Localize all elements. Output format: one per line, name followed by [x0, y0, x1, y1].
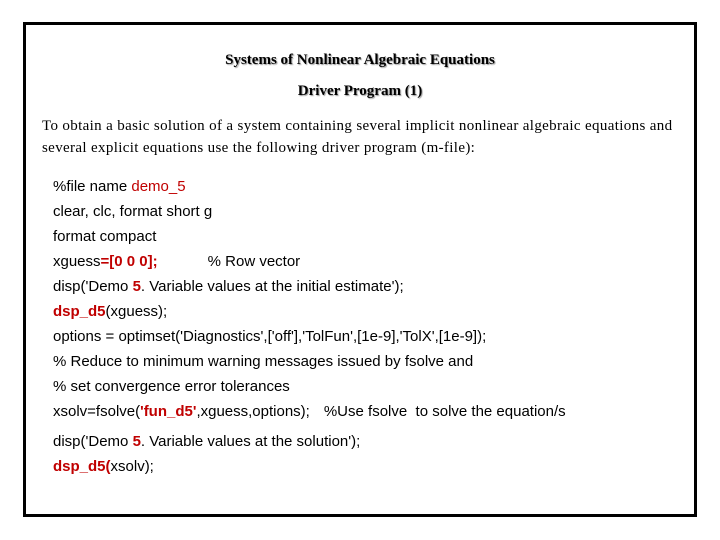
code-line-comment-reduce	[53, 353, 473, 371]
code-line-clear	[53, 203, 212, 221]
code-comment: % set convergence error tolerances	[53, 378, 290, 395]
code-text: . Variable values at the solution');	[140, 433, 361, 450]
slide-frame	[23, 22, 697, 517]
code-highlight: 5	[132, 433, 141, 450]
code-line-comment-tolerance	[53, 378, 290, 396]
code-text: disp('Demo	[53, 433, 133, 450]
slide-subtitle: Driver Program (1)	[297, 83, 423, 99]
code-text: %file name	[53, 178, 132, 195]
code-comment: % Reduce to minimum warning messages issued by fsolve and	[53, 353, 474, 370]
code-line-options	[53, 328, 486, 346]
code-text: ,xguess,options);	[196, 403, 310, 420]
code-comment: %Use fsolve to solve the equation/s	[323, 403, 566, 420]
code-line-dsp-initial	[53, 303, 167, 321]
code-comment: % Row vector	[207, 253, 301, 270]
code-text: clear, clc, format short g	[53, 203, 213, 220]
slide-title: Systems of Nonlinear Algebraic Equations	[225, 52, 495, 68]
code-text: xguess	[53, 253, 101, 270]
code-line-dsp-solution	[53, 458, 154, 476]
code-text: disp('Demo	[53, 278, 133, 295]
code-line-xguess	[53, 253, 300, 271]
code-highlight: 'fun_d5'	[140, 403, 197, 420]
code-highlight: dsp_d5	[53, 303, 106, 320]
intro-paragraph: To obtain a basic solution of a system containing several implicit nonlinear algebraic equations and several explicit equations use the following driver program (m-file):	[42, 118, 673, 156]
code-text: format compact	[53, 228, 157, 245]
code-line-disp-initial	[53, 278, 404, 296]
code-line-fsolve	[53, 403, 566, 421]
code-line-disp-solution	[53, 433, 360, 451]
code-highlight: dsp_d5(	[53, 458, 111, 475]
code-text: xsolv);	[110, 458, 154, 475]
code-text: xsolv=fsolve(	[53, 403, 141, 420]
code-highlight: =[0 0 0];	[100, 253, 158, 270]
code-line-format	[53, 228, 156, 246]
code-text: (xguess);	[105, 303, 168, 320]
code-highlight: demo_5	[131, 178, 186, 195]
code-text: . Variable values at the initial estimate');	[140, 278, 404, 295]
code-text: options = optimset('Diagnostics',['off'],'TolFun',[1e-9],'TolX',[1e-9]);	[53, 328, 487, 345]
code-highlight: 5	[132, 278, 141, 295]
code-line-filename	[53, 178, 186, 196]
